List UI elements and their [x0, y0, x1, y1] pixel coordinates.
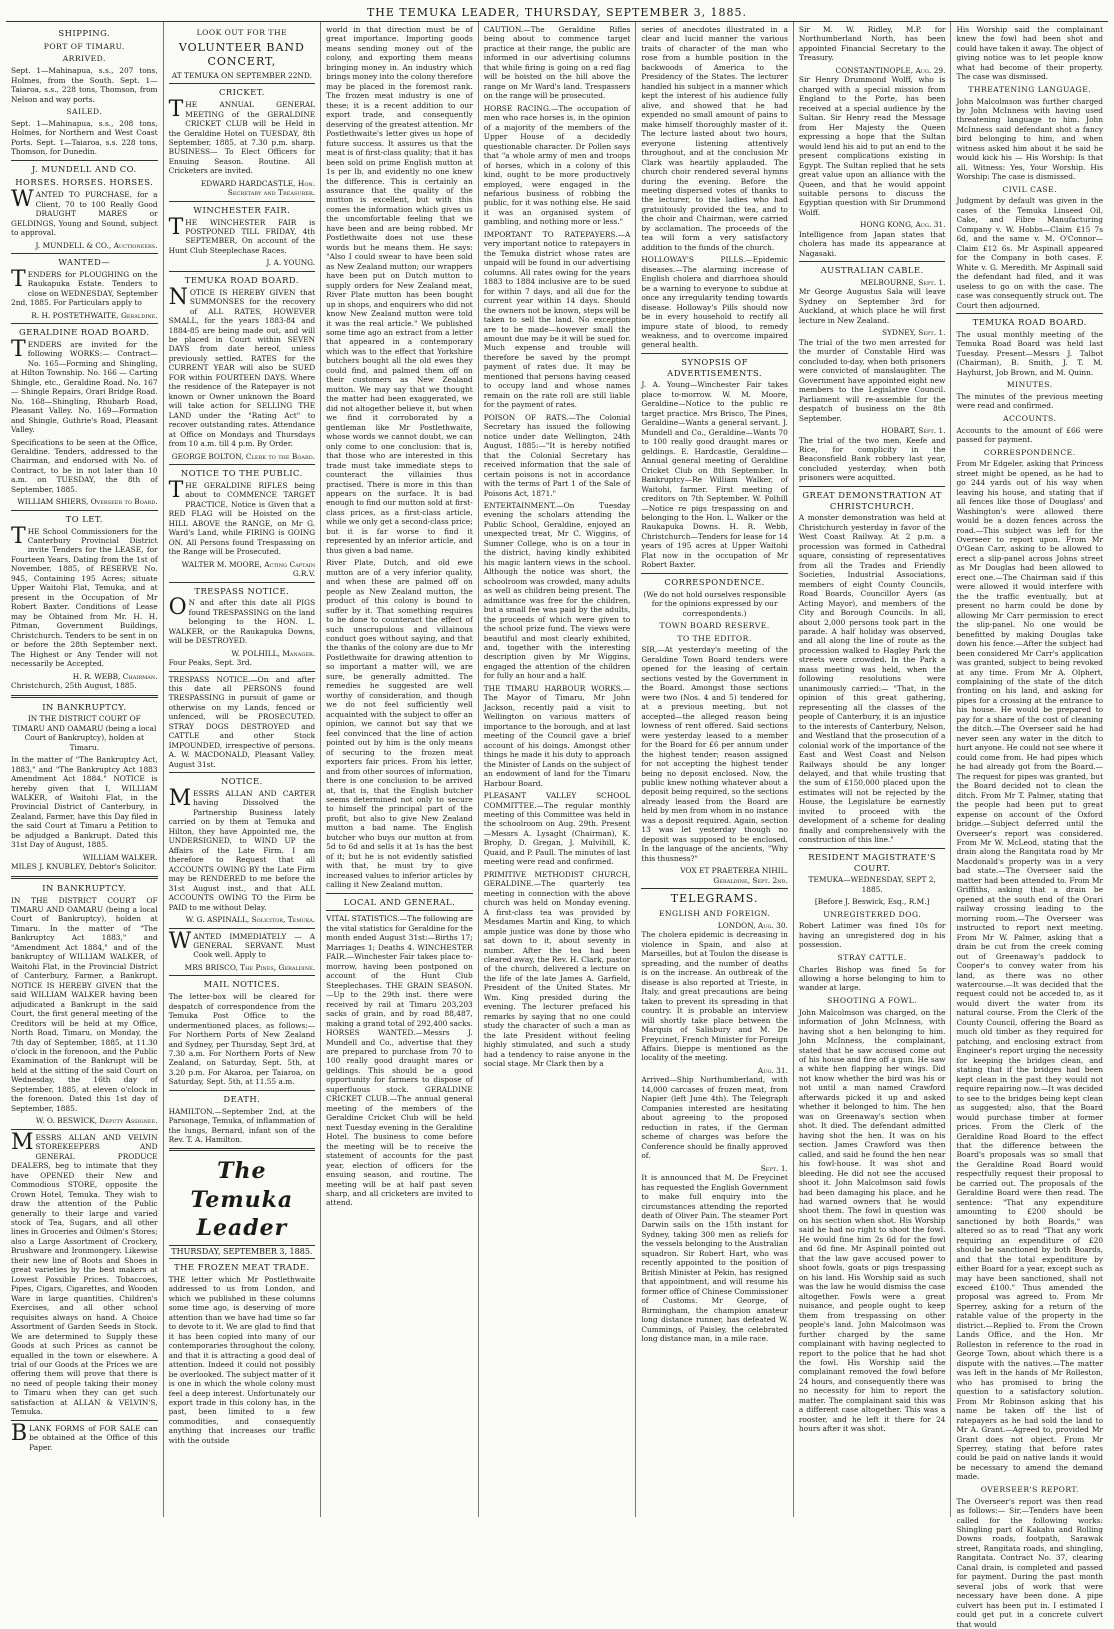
bankruptcy-2-heading: IN BANKRUPTCY.: [42, 882, 127, 893]
tenders-signature: R. H. POSTETHWAITE, Geraldine.: [31, 310, 158, 320]
synopsis-heading: SYNOPSIS OF ADVERTISEMENTS.: [667, 356, 763, 378]
sailed-text: Sept. 1—Mahinapua, s.s., 208 tons, Holmes, for Northern and West Coast Ports. Sept. 1—Taiaroa, s.s. 228 tons, Thomson, for Dunedin.: [11, 118, 158, 157]
wanted-ad: WANTED IMMEDIATELY — A GENERAL SERVANT. Must Cook well. Apply to: [168, 928, 316, 960]
trespass-signature: W. POLHILL, Manager.: [231, 648, 316, 658]
editorial-text-1: world in that direction must be of great importance. Importing goods means sending money out of the colony, and exporting them means bringing money in. An industry which brings money into the colony therefore may be placed in the foremost rank. The frozen meat industry is one of these; it is a recent addition to our export trade, and consequently deserving of the greatest attention. Mr Postlethwaite's letter gives us hope of future success. It assures us that the meat is of first-class quality; that it has been sold on prime English mutton at 1s per lb, and evidently no one knew the difference. This is certainly an assurance that the quality of the mutton is excellent, but with this comes the information which gives us the uncomfortable feeling that we have been and are being robbed. Mr Postlethwaite does not use these words but he means them. He says: "Also I could swear to have been sold as New Zealand mutton; our wrappers have been put on Dutch mutton to supply orders for New Zealand meat, River Plate mutton has been bought up in shops, and enquirers who did not know New Zealand mutton were told it was the real article." We published some time ago an extract from a letter that appeared in a contemporary which was to the effect that Yorkshire butchers bought all the old ewes they could find, and palmed them off on their customers as New Zealand mutton. We may say that we thought the matter had been exaggerated, we did not altogether believe it, but when we find it corroborated by a gentleman like Mr Postlethwaite, whose words we cannot doubt, we can only come to one conclusion: that is, that those who are interested in this trade must take immediate steps to counteract the villainies thus practised. There is more in this than appears on the surface. It is bad enough to find our mutton sold at first-class prices, as a first-class article, while we only get a second-class price; but it is far worse to find it represented by an inferior article, and thus given a bad name.: [326, 25, 473, 555]
trespass-2-ad: TRESPASS NOTICE.—On and after this date all PERSONS found TRESPASSING in pursuit of game or otherwise on my Lands, fenced or unfenced, will be PROSECUTED. STRAY DOGS DESTROYED and CATTLE and other Stock IMPOUNDED, irrespective of persons. A. W. MACDONALD, Pleasant Valley. August 31st.: [168, 674, 316, 769]
trb-meeting-text: The usual monthly meeting of the Temuka Road Board was held last Tuesday. Present—Messrs J. Talbot (Chairman), B. Smith, J. T. M. Hayhurst, Job Brown, and M. Quinn.: [956, 329, 1104, 377]
tolet-ad: THE School Commissioners for the Canterbury Provincial District invite Tenders for the LEASE, for Fourteen Years, Dating from the 1st of November, 1885, of RESERVE No. 945, Containing 195 Acres; situate Upper Waitohi Flat, Temuka, and at present in the Occupation of Mr Robert Baxter. Conditions of Lease may be Obtained from Mr. H. H. Pitman, Government Buildings, Christchurch. Tenders to be sent in on or before the 28th September next. The Highest or Any Tender will not necessarily be Accepted.: [11, 523, 158, 669]
correspondence-text: From Mr Edgeler, asking that Princess street might be opened, as he had to go 244 yards out of his way when leaving his house, and stating that if all fences like those of Douglass' and Washington's were allowed there would be a dozen fences across the road.—This subject was left for the Overseer to report upon. From Mr O'Gean Carr, asking to be allowed to erect a slip-panel across Johns street as Mr Douglas had been allowed to erect one.—The Chairman said if this were allowed it would interfere with the the traffic eventually, but at present no harm could be done by allowing Mr Carr permission to erect the slip-panel. No one would be benefitted by making Douglas take down his fence.—After the subject had been considered Mr Carr's application was granted, subject to being revoked at any time. From Mr A. Olphert, complaining of the state of the ditch fronting on his land, and asking for pipes for a crossing at the entrance to his house. He would be prepared to pay for a share of the cost of cleaning the ditch.—The Overseer said he had never seen any water in the ditch to hurt anyone. He could not see where it could come from. He had pipes which he had already got from the Board.—The request for pipes was granted, but the Board decided not to clean the ditch. From Mr T. Palmer, stating that the people had been put to great expense on account of the Oxford bridge.—Subject deferred until the Overseer's report was considered. From Mr W. McLeod, stating that the drain along the Rangitata road by Mr Macdonald's property was in a very bad state.—The Overseer said the matter had been attended to. From Mr Griffiths, asking that a drain be opened at the south end of the Orari railway crossing leading to the morning room.—The Overseer was instructed to report next meeting. From Mr W. Palmer, asking that a drain be cut from the creek coming out of Greenaway's paddock to Cooper's to convey water from his land, as there was no other watercourse.—It was decided that the request could not be acceded to, as it would divert the water from its natural course. From the Clerk of the County Council, offering the Board as much old timber as they required for patching, and enclosing extract from Engineer's report urging the necessity for keeping the bridges clean, and stating that if the bridges had been kept clean in the past they would not require repairing now.—It was decided to see to the bridges being kept clean as suggested; also, that the Board would purchase timber at former prices. From the Clerk of the Geraldine Road Board to the effect that the difference between the Board's proposals was so small that the Geraldine Road Board would respectfully request their proposal to be carried out. The proposals of the Geraldine Board were then read. The sentence: "That any expenditure amounting to £200 should be sanctioned by both Boards," was altered so as to read "That any work requiring an expenditure of £20 should be sanctioned by both Boards, and that the total expenditure by either Board for a year, except such as may have been sanctioned, shall not exceed £100." Thus amended the proposal was agreed to. From Mr Sperrey, asking for a return of the ratable value of the property in the district.—Replied to. From the Crown Lands Office, and the Hon. Mr Rolleston in reference to the road in George Town, about which there is a dispute with the natives.—The matter was left in the hands of Mr Rolleston, who has promised to bring the question to a satisfactory solution. From Mr Robinson asking that his name be taken off the list of ratepayers as he had sold the land to Mr A. Grant.—Agreed to, provided Mr Grant does not object. From Mr Sperrey, stating that before rates could be paid on native lands it would be necessary to amend the demand made.: [956, 459, 1104, 1482]
arrived-text: Sept. 1—Mahinapua, s.s., 207 tons, Holmes, from the South. Sept. 1—Taiaroa, s.s., 228 tons, Thomson, from Nelson and way ports.: [11, 66, 158, 104]
sydney-text: The trial of the two men arrested for the murder of Constable Hird was concluded to-day, when both prisoners were convicted of manslaughter. The Government have appointed eight new members to the Legislative Council. Parliament will re-assemble for the despatch of business on the 8th September.: [798, 337, 946, 423]
rm-court-heading: RESIDENT MAGISTRATE'S COURT.: [808, 851, 937, 873]
rm-court-before: [Before J. Beswick, Esq., R.M.]: [814, 897, 930, 907]
melbourne-text: Mr George Augustus Sala will leave Sydney on September 3rd for Auckland, at which place he will first lecture in New Zealand.: [798, 287, 946, 325]
lookout-heading: LOOK OUT FOR THE: [196, 28, 288, 37]
column-2: [164, 22, 322, 1517]
trb-meeting-heading: TEMUKA ROAD BOARD.: [972, 317, 1087, 328]
reserve-to: TO THE EDITOR.: [677, 633, 752, 643]
dateline-aug31: Aug. 31.: [757, 1065, 788, 1075]
correspondence-note: (We do not hold ourselves responsible for the opinions expressed by our correspondents.): [643, 589, 786, 618]
hongkong-text: Intelligence from Japan states that cholera has made its appearance at Nagasaki.: [798, 229, 946, 258]
constantinople-text: Sir Henry Drummond Wolff, who is charged with a special mission from England to the Porte, has been received at a special audience by the Sultan. Sir Henry read the Message from Her Majesty the Queen expressing a hope that the Sultan would lend his aid to put an end to the present complications existing in Egypt. The Sultan replied that he sets great value upon an alliance with the Queen, and that he would appoint suitable persons to discuss the Egyptian question with Sir Drummond Wolff.: [798, 75, 946, 217]
column-4: [479, 22, 637, 1517]
winchester-fair-heading: WINCHESTER FAIR.: [193, 204, 291, 215]
dateline-sydney: SYDNEY, Sept. 1.: [881, 328, 946, 338]
arrived-heading: ARRIVED.: [62, 54, 106, 64]
cricket-ad: THE ANNUAL GENERAL MEETING of the GERALDINE CRICKET CLUB will be Held in the Geraldine Hotel on TUESDAY, 8th September, 1885, at 7.30 p.m. sharp. BUSINESS— To Elect Officers for Ensuing Season. Routine. All Cricketers are invited.: [168, 97, 316, 176]
grb-signature: WILLIAM SHIERS, Overseer to Board.: [17, 497, 158, 507]
mail-heading: MAIL NOTICES.: [203, 979, 281, 990]
rm-sub-fowl: SHOOTING A FOWL.: [827, 995, 918, 1005]
rm-sub-cattle: STRAY CATTLE.: [837, 952, 907, 962]
news-poisons: POISON OF RATS.—The Colonial Secretary has issued the following notice under date Wellington, 24th August, 1885:—"It is hereby notified that the Colonial Secretary has received information that the sale of certain poisons is not in accordance with the terms of Part 1 of the Sale of Poisons Act, 1871.": [483, 412, 631, 498]
mundell-heading: J. MUNDELL AND CO.: [31, 163, 137, 174]
bankruptcy-2-signature: W. O. BESWICK, Deputy Assignee.: [35, 1116, 158, 1126]
australian-cable-heading: AUSTRALIAN CABLE.: [820, 265, 924, 276]
column-6: [794, 22, 952, 1517]
news-harbour-works: THE TIMARU HARBOUR WORKS.—The Mayor of Timaru, Mr John Jackson, recently paid a visit to Wellington on various matters of importance to the borough, and at last meeting of the Council gave a brief account of his doings. Amongst other things he made it his duty to approach the Minister of Lands on the subject of an endowment of land for the Timaru Harbour Board.: [483, 683, 631, 788]
tolet-signature: H. R. WEBB, Chairman.: [72, 671, 158, 681]
rm-sub-dog: UNREGISTERED DOG.: [823, 909, 922, 919]
tenders-heading: WANTED—: [58, 256, 111, 267]
death-heading: DEATH.: [223, 1093, 261, 1104]
civil-case-text: Judgment by default was given in the cases of the Temuka Linseed Oil, Cake, and Fibre Manufacturing Company v. W. Hobbs—Claim £15 7s 6d, and the same v. M. O'Connor—Claim £12 6s. Mr Aspinall appeared for the Company in both cases. F. White v. G. Meredith. Mr Aspinall said the defendant had filed, and it was useless to go on with the case. The case was consequently struck out. The Court then adjourned.: [956, 196, 1104, 310]
notice-public-signature: WALTER M. MOORE, Acting Captain G.R.V.: [181, 559, 316, 579]
temuka-road-board-ad: NOTICE IS HEREBY GIVEN that SUMMONSES for the recovery of ALL RATES, HOWEVER SMALL, for the years 1883-84 and 1884-85 are being made out, and will be placed in Court within SEVEN DAYS from date hereof, unless previously settled. RATES for the CURRENT YEAR will also be SUED FOR within FOURTEEN DAYS. Where the residence of the Ratepayer is not known or Owner unknown the Board will take action for SELLING THE LAND under the "Rating Act" to recover outstanding rates. Attendance at Office on Mondays and Thursdays from 10 a.m. till 4 p.m. By Order.: [168, 284, 316, 449]
horses-signature: J. MUNDELL & CO., Auctioneers.: [35, 240, 158, 250]
cricket-signature: EDWARD HARDCASTLE, Hon. Secretary and Treasurer.: [200, 178, 316, 198]
overseer-report-text: The Overseer's report was then read as follows:— Sir,—Tenders have been called for the following works: Shingling part of Kakahu and Rolling Downs roads, footpath, Sarawak street, Rangitata roads, and shingling, Rangitata. Contract No. 37, clearing Canal drain, is completed and passed for payment. During the past month several jobs of work that were necessary have been done. A pipe culvert has been put in. I estimated I could get put in a concrete culvert that would: [956, 1496, 1104, 1629]
trespass-heading: TRESPASS NOTICE.: [194, 585, 290, 596]
notice-2-signature: W. G. ASPINALL, Solicitor, Temuka.: [185, 915, 316, 925]
column-3: [321, 22, 479, 1517]
news-methodist-church: PRIMITIVE METHODIST CHURCH, GERALDINE.—The quarterly tea meeting in connection with the above church was held on Monday evening. A first-class tea was provided by Mesdames Martin and King, to which ample justice was done by those who sat down to it, about seventy in number. After the tea had been cleared away, the Rev. H. Clark, pastor of the church, delivered a lecture on the life of the late James A. Garfield, President of the United States. Mr Wm. King presided during the evening. The lecturer prefaced his remarks by saying that no one could study the character of such a man as the late President without feeling highly stimulated, and such a study had a tendency to raise anyone in the social stage. Mr Clark then by a: [483, 869, 631, 1069]
notice-2-heading: NOTICE.: [220, 776, 263, 787]
civil-case-sub: CIVIL CASE.: [1002, 184, 1058, 194]
overseer-report-sub: OVERSEER'S REPORT.: [980, 1484, 1079, 1494]
bankruptcy-2-text: IN THE DISTRICT COURT OF TIMARU AND OAMARU (being a local Court of Bankruptcy), holden at Timaru. In the matter of "The Bankruptcy Act 1883," and "Amendment Act 1884," and of the bankruptcy of WILLIAM WALKER, of Waitohi Flat, in the Provincial District of Canterbury, Farmer, a Bankrupt. NOTICE IS HEREBY GIVEN that the said WILLIAM WALKER having been adjudicated a Bankrupt in the said Court, the first general meeting of the Creditors will be held at my Office, North Road, Timaru, on Monday, the 7th day of September, 1885, at 11.30 o'clock in the forenoon, and the Public Examination of the Bankrupt will be held at the sitting of the said Court on Wednesday, the 16th day of September, 1885, at eleven o'clock in the forenoon. Dated this 1st day of September, 1885.: [11, 895, 158, 1113]
wanted-signature: MRS BRISCO, The Pines, Geraldine.: [184, 962, 316, 972]
ridley-text: Sir M. W. Ridley, M.P. for Northumberland North, has been appointed Financial Secretary to the Treasury.: [798, 25, 946, 63]
reserve-heading: TOWN BOARD RESERVE.: [659, 620, 770, 630]
accounts-sub: ACCOUNTS.: [1003, 413, 1057, 423]
columns: [6, 22, 1108, 1629]
news-horse-racing: HORSE RACING.—The occupation of men who race horses is, in the opinion of a majority of the members of the Upper House of a decidedly questionable character. Dr Pollen says that "a whole army of men and troops of horses, which in a colony of this kind, ought to be more productively employed, were engaged in the nefarious business of robbing the public, for it was nothing else. He said it was an organised system of gambling, and nothing more or less.": [483, 103, 631, 227]
bankruptcy-1-sub: IN THE DISTRICT COURT OF TIMARU AND OAMARU (being a local Court of Bankruptcy), holden at Timaru.: [12, 714, 157, 752]
threatening-language-sub: THREATENING LANGUAGE.: [968, 84, 1092, 94]
mail-text: The letter-box will be cleared for despatch of correspondence from the Temuka Post Office to the undermentioned places, as follows:— For Northern Ports of New Zealand and Sydney, per Thursday, Sept 3rd, at 7.30 a.m. For Northern Ports of New Zealand, on Saturday, Sept. 5th, at 3.20 p.m. For Akaroa, per Taiaroa, on Saturday, Sept. 5th, at 11.55 a.m.: [168, 992, 316, 1087]
accounts-text: Accounts to the amount of £66 were passed for payment.: [956, 425, 1104, 445]
lecture-text: series of anecdotes illustrated in a clear and lucid manner the various traits of character of the man who rose from a humble position in the backwoods of America to the Presidency of the States. The lecturer handled his subject in a manner which kept the interest of his audience fully alive, and showed that he had expended no small amount of pains to make himself thoroughly master of it. The lecture lasted about two hours, everyone listening attentively throughout, and at the conclusion Mr Clark was heartily applauded. The church choir rendered several hymns during the evening. Before the meeting dispersed votes of thanks to the lecturer, to the ladies who had gratuitously provided the tea, and to the choir and Chairman, were carried by acclamation. The proceeds of the tea will form a very satisfactory addition to the funds of the church.: [641, 25, 788, 252]
correspondence-sub: CORRESPONDENCE.: [983, 447, 1076, 457]
lookout-text: AT TEMUKA ON SEPTEMBER 22ND.: [171, 70, 312, 80]
notice-2-ad: MESSRS ALLAN AND CARTER having Dissolved the Partnership Business lately carried on by them at Temuka and Hilton, they have Appointed me, the UNDERSIGNED, to WIND UP the Affairs of the Late Firm. I am therefore to Request that all ACCOUNTS OWING BY the Late Firm may be RENDERED to me before the 31st August inst., and that ALL ACCOUNTS OWING TO the Firm be PAID to me without Delay.: [168, 785, 316, 912]
blank-forms-ad: BLANK FORMS of FOR SALE can be obtained at the Office of this Paper.: [11, 1420, 158, 1452]
death-text: HAMILTON.—September 2nd, at the Parsonage, Temuka, of inflammation of the lungs, Bernard, infant son of the Rev. T. A. Hamilton.: [168, 1106, 316, 1144]
sept1-text: It is announced that M. De Freycinet has requested the English Government to make full enquiry into the circumstances attending the reported death of Oliver Pain. The steamer Port Darwin sails on the 15th instant for Sydney, taking 300 men as reliefs for the vessels belonging to the Australian squadron. Sir Robert Hart, who was recently appointed to the position of British Minister at Pekin, has resigned that appointment, and will resume his former office of Chinese Commissioner of Customs. Mr George, of Birmingham, the champion amateur long distance runner, has defeated W. Cummings, of Paisley, the celebrated long distance man, in a mile race.: [641, 1173, 788, 1344]
trespass-ad: ON and after this date all PIGS found TRESPASSING on the land belonging to the HON. L. WALKER, or the Raukapuka Downs, will be DESTROYED.: [168, 595, 316, 646]
trespass-date: Four Peaks, Sept. 3rd.: [168, 658, 252, 668]
aug31-text: Arrived—Ship Northumberland, with 14,000 carcases of frozen meat, from Napier (left June 4th). The Telegraph Companies interested are hesitating about agreeing to the proposed reduction in rates, if the German scheme of charges was before the Conference should be finally approved of.: [641, 1075, 788, 1161]
frozen-meat-text: THE letter which Mr Postlethwaite addressed to us from London, and which we published in these columns some time ago, is deserving of more attention than we have had time so far to devote to it. We are glad to find that it has been copied into many of our contemporaries throughout the colony, and that it is attracting a good deal of attention. Indeed it could not possibly be overlooked. The subject matter of it is one in which the whole colony must feel a deep interest. Unfortunately our export trade in this colony has, in the past, been limited to a few commodities, and consequently anything that increases our traffic with the outside: [168, 1274, 316, 1445]
news-ratepayers: IMPORTANT TO RATEPAYERS.—A very important notice to ratepayers in the Temuka district whose rates are unpaid will be found in our advertising columns. All rates owing for the years 1883 to 1884 inclusive are to be sued for within 7 days, and all due for the current year within 14 days. Should the owners not be known, steps will be taken to sell the land. No exception are to be made—however small the amount due may be it will be sued for. Much expense and trouble will therefore be saved by the prompt payment of rates due. It may be mentioned that persons having ceased to occupy land and whose names remain on the rate roll are still liable for the payment of rates.: [483, 229, 631, 410]
tolet-heading: TO LET.: [65, 513, 103, 524]
column-1: [6, 22, 164, 1517]
horses-ad: WANTED TO PURCHASE, for a Client, 70 to 100 Really Good DRAUGHT MARES or GELDINGS, Young and Sound, subject to approval.: [11, 187, 158, 238]
tenders-ad: TENDERS for PLOUGHING on the Raukapuka Estate. Tenders to close on WEDNESDAY, September 2nd, 1885. For Particulars apply to: [11, 266, 158, 308]
column-5: [636, 22, 794, 1517]
fowl-continued-text: His Worship said the complainant knew the fowl had been shot and could have taken it away. The object of giving notice was to let people know what had become of their property. The case was dismissed.: [956, 25, 1104, 82]
editorial-text-2: River Plate, Dutch, and old ewe mutton are of a very inferior quality, and when these are palmed off on people as New Zealand mutton, the product of this colony is bound to suffer by it. That something requires to be done to counteract the effect of such unscrupulous and villainous conduct goes without saying, and that the thanks of the colony are due to Mr Postlethwaite for drawing attention to so important a matter will, we are sure, be generally admitted. The remedies he suggested are well worthy of consideration, and though we do not feel sufficiently well acquainted with the subject to offer an opinion, we cannot but say that we feel convinced that the line of action pointed out by him is the only means of securing to the frozen meat exporters fair prices. From his letter, and from other sources of information, there is one conclusion to be arrived at, that is, that the English butcher seems determined not only to secure to himself the principal part of the profit, but also to give New Zealand mutton a bad name. The English butcher who buys our mutton at from 5d to 6d and sells it at 1s has the best of it; but he is not evidently satisfied with that, he must try to give increased values to inferior articles by calling it New Zealand mutton.: [326, 558, 473, 890]
rm-text-dog: Robert Latimer was fined 10s for having an unregistered dog in his possession.: [798, 921, 946, 950]
reserve-text: SIR,—At yesterday's meeting of the Geraldine Town Board tenders were opened for the leasing of certain sections vested by the Government in the Board. Amongst those sections were two (Nos. 4 and 5) tendered for at a previous meeting, but not accepted—the alleged reason being lowness of rent offered. Said sections were yesterday leased to a member for the Board for £6 per annum under the highest tender; reason assigned for not accepting the highest tender being no deposit enclosed. Now, the public knew nothing whatever about a deposit being required, so the sections already leased from the Board are held by men from whom in no instance was a deposit required. Again, section 13 was let yesterday though no deposit was supposed to be enclosed. In the language of the ancients, "Why this thusness?": [641, 645, 788, 863]
bankruptcy-1-heading: IN BANKRUPTCY.: [42, 701, 127, 712]
demonstration-heading: GREAT DEMONSTRATION AT CHRISTCHURCH.: [802, 489, 943, 511]
port-heading: PORT OF TIMARU.: [43, 41, 125, 51]
news-entertainment: ENTERTAINMENT.—On Tuesday evening the scholars attending the Public School, Geraldine, enjoyed an unexpected treat, Mr C. Wiggins, of Sumner College, who is on a tour in the district, having kindly exhibited his magic lantern views in the school. Although the notice was short, the schoolroom was crowded, many adults as well as children being present. The admittance was free for the children, but a small fee was paid by the adults, the proceeds of which were given to the school prize fund. The views were beautiful and most clearly exhibited, and, together with the interesting description given by Mr Wiggins, engaged the attention of the children for fully an hour and a half.: [483, 500, 631, 681]
grb-ad: TENDERS are invited for the following WORKS:— Contract— No. 165—Forming and Shingling, at Hilton Township. No. 166 — Carting Shingle, etc., Geraldine Road. No. 167 — Shingle Repairs, Orari Bridge Road. No. 168—Shingling, Rhubarb Road, Pleasant Valley. No. 169—Formation and Shingle, Guthrie's Road, Pleasant Valley.: [11, 336, 158, 435]
cricket-heading: CRICKET.: [218, 87, 265, 98]
telegrams-heading: TELEGRAMS.: [670, 892, 759, 906]
hobart-text: The trial of the two men, Keefe and Rice, for complicity in the Beaconsfield Bank robbery last year, concluded yesterday, when both prisoners were acquitted.: [798, 435, 946, 483]
grb-heading: GERALDINE ROAD BOARD.: [19, 327, 150, 338]
notice-public-heading: NOTICE TO THE PUBLIC.: [180, 468, 303, 479]
english-foreign-heading: ENGLISH AND FOREIGN.: [658, 909, 771, 919]
synopsis-text: J. A. Young—Winchester Fair takes place to-morrow. W. M. Moore, Geraldine—Notice to the public re target practice. Mrs Brisco, The Pines, Geraldine—Wants a general servant. J. Mundell and Co., Geraldine—Wants 70 to 100 really good draught mares or geldings. E. Hardcastle, Geraldine—Annual general meeting of Geraldine Cricket Club on 8th September. In Bankruptcy—Re William Walker, of Waitohi, farmer. First meeting of creditors on 7th September. W. Polhill—Notice re pigs trespassing on and belonging to the Hon. L. Walker or the Raukapuka Downs. H. R. Webb, Christchurch—Tenders for lease for 14 years of 195 acres at Upper Waitohi Flat now in the occupation of Mr Robert Baxter.: [641, 380, 788, 570]
winchester-fair-signature: J. A. YOUNG.: [266, 258, 316, 268]
dateline-london: LONDON, Aug. 30.: [717, 920, 788, 930]
dateline-melbourne: MELBOURNE, Sept. 1.: [860, 278, 946, 287]
local-general-text: VITAL STATISTICS.—The following are the vital statistics for Geraldine for the month ended August 31st:—Births 17; Marriages 1; Deaths 4. WINCHESTER FAIR.—Winchester Fair takes place to-morrow, having been postponed on account of the Hunt Club Steeplechases. THE GRAIN SEASON.—Up to the 29th inst. there were received by rail at Timaru 203,203 sacks of grain, and by road 88,487, making a grand total of 292,400 sacks. HORSES WANTED.—Messrs J. Mundell and Co., advertise that they are prepared to purchase from 70 to 100 really good draught mares or geldings. This should be a good opportunity for farmers to dispose of superfluous stock. GERALDINE CRICKET CLUB.—The annual general meeting of the members of the Geraldine Cricket Club will be held next Tuesday evening in the Geraldine Hotel. The business to come before the meeting will be to receive the statement of accounts for the past year, election of officers for the ensuing season, and routine. The meeting will be at half past seven sharp, and all cricketers are invited to attend.: [326, 914, 473, 1208]
temuka-road-board-signature: GEORGE BOLTON, Clerk to the Board.: [171, 451, 316, 461]
dateline-hongkong: HONG KONG, Aug. 31.: [860, 220, 946, 230]
minutes-sub: MINUTES.: [1006, 380, 1053, 390]
column-7: [951, 22, 1108, 1629]
shipping-heading: SHIPPING.: [58, 28, 111, 38]
local-general-heading: LOCAL AND GENERAL.: [343, 896, 456, 907]
notice-public-ad: THE GERALDINE RIFLES being about to COMMENCE TARGET PRACTICE, Notice is Given that a RED FLAG will be Hoisted on the HILL ABOVE the RANGE, on Mr G. Ward's Land, while FIRING is GOING ON. All Persons found Trespassing on the Range will be Prosecuted.: [168, 477, 316, 557]
minutes-text: The minutes of the previous meeting were read and confirmed.: [956, 391, 1104, 411]
paper-title: The Temuka Leader: [190, 1158, 294, 1241]
dateline-hobart: HOBART, Sept. 1.: [881, 426, 946, 436]
masthead: THE TEMUKA LEADER, THURSDAY, SEPTEMBER 3, 1885.: [6, 4, 1108, 22]
reserve-signature: VOX ET PRAETEREA NIHIL. Geraldine, Sept. 2nd.: [680, 866, 788, 885]
temuka-road-board-heading: TEMUKA ROAD BOARD.: [184, 274, 299, 285]
bankruptcy-1-text: In the matter of "The Bankruptcy Act, 1883," and "The Bankruptcy Act 1883 Amendment Act 1884." NOTICE is hereby given that I, WILLIAM WALKER, of Waitohi Flat, in the Provincial District of Canterbury, in Zealand, Farmer, have this Day filed in the said Court at Timaru a Petition to be adjudged a Bankrupt. Dated this 31st Day of August, 1885.: [11, 755, 158, 850]
dateline-constantinople: CONSTANTINOPLE, Aug. 29.: [835, 65, 946, 75]
frozen-meat-heading: THE FROZEN MEAT TRADE.: [174, 1262, 310, 1273]
rm-text-cattle: Charles Bishop was fined 5s for allowing a horse belonging to him to wander at large.: [798, 964, 946, 993]
news-caution: CAUTION.—The Geraldine Rifles being about to commence target practice at their range, the public are informed in our advertising columns that while firing is going on a red flag will be hoisted on the hill above the range on Mr Ward's land. Trespassers on the range will be prosecuted.: [483, 25, 631, 101]
news-school-committee: PLEASANT VALLEY SCHOOL COMMITTEE.—The regular monthly meeting of this Committee was held in the schoolroom on Aug. 29th. Present—Messrs A. Lysaght (Chairman), K. Brophy, D. Gregan, J. Mulvihill, K. Quaid, and P. Paull. The minutes of last meeting were read and confirmed.: [483, 791, 631, 867]
allan-velvin-ad: MESSRS ALLAN AND VELVIN STOREKEEPERS AND GENERAL PRODUCE DEALERS, beg to intimate that they have OPENED their New and Commodious STORE, opposite the Crown Hotel, Temuka. They wish to draw the attention of the Public generally to their large and varied stock of Tea, Sugars, and all other lines in Groceries and Oilmen's Stores; also a Large Assortment of Crockery, Brushware and Ironmongery. Likewise their new line of Boots and Shoes in great varieties by the best makers at Lowest Possible Prices. Tobaccoes, Pipes, Cigars, Cigarettes, and Wooden Ware in large quantities. Children's Exercises, and all other school requisites always on hand. A Choice Assortment of Garden Seeds in Stock. We are determined to Supply these Goods at such Prices as cannot be equalled in the town or elsewhere. A trial of our Goods at the Prices we are offering them will prove that there is no need of people taking their money to Timaru when they can get such satisfaction at ALLAN & VELVIN'S, Temuka.: [11, 1129, 158, 1417]
rm-text-fowl: John Malcolmson was charged, on the information of John McInness, with having shot a hen belonging to him. John McInness, the complainant, stated that he saw accused come out of his house and fire off a gun. He saw a white hen flapping her wings. Did not know whether the bird was his or not until a man named Crawford afterwards picked it up and asked whether it belonged to him. The hen was on Greenaway's section when shot. It died. The defendant admitted having shot the hen. It was on his section. James Crawford was then called, and said he found the hen near his fowl-house. It was shot and bleeding. He did not see the accused shoot it. John Malcolmson said fowls had been damaging his place, and he had warned owners that he would shoot them. The fowl in question was on his section when shot. His Worship said he had no right to shoot the fowl. He would fine him 2s 6d for the fowl and 6d fine. Mr Aspinall pointed out that the law gave accused power to shoot fowls, goats or pigs trespassing on his land. His Worship said as such was the law he would dismiss the case altogether. Fowls were a great nuisance, and people ought to keep them from trespassing on other people's land. John Malcolmson was further charged by the same complainant with having neglected to report to the police that he had shot the fowl. His Worship said the complainant removed the fowl before 24 hours, and consequently there was no necessity for him to report the matter. The complainant said this was a different case altogether. This was a rooster, and he left it there for 24 hours after it was shot.: [798, 1007, 946, 1434]
threatening-language-text: John Malcolmson was further charged by John McInness with having used threatening language to him. John McInness said defendant shot a fancy bird belonging to him, and when witness asked him about it he said he would kick his — His Worship: Is that all. Witness: Yes, Your Worship. His Worship: The case is dismissed.: [956, 96, 1104, 182]
tolet-date: Christchurch, 25th August, 1885.: [11, 681, 137, 691]
winchester-fair-ad: THE WINCHESTER FAIR is POSTPONED TILL FRIDAY, 4th SEPTEMBER, On account of the Hunt Club Steeplechase Races.: [168, 214, 316, 255]
horses-heading: HORSES. HORSES. HORSES.: [15, 177, 154, 188]
london-text: The cholera epidemic is decreasing in violence in Spain, and also at Marseilles, but at Toulon the disease is spreading, and the number of deaths is on the increase. An outbreak of the disease is also reported at Trieste, in Italy, and great precautions are being taken to prevent its spreading in that country. It is probable an interview will shortly take place between the Marquis of Salisbury and M. De Freycinet, French Minister for Foreign Affairs. Dieppe is mentioned as the locality of the meeting.: [641, 930, 788, 1063]
bankruptcy-1-signature: WILLIAM WALKER.: [82, 852, 158, 862]
sailed-heading: SAILED.: [66, 107, 103, 117]
dateline-sept1: Sept. 1.: [760, 1163, 788, 1173]
paper-date: THURSDAY, SEPTEMBER 3, 1885.: [169, 1245, 316, 1259]
correspondence-heading: CORRESPONDENCE.: [664, 576, 765, 587]
lookout-title: VOLUNTEER BAND CONCERT,: [178, 40, 305, 68]
bankruptcy-1-solicitor: MILES J. KNUBLEY, Debtor's Solicitor.: [11, 862, 157, 872]
demonstration-text: A monster demonstration was held at Christchurch yesterday in favor of the West Coast Railway. At 2 p.m. a procession was formed in Cathedral square, consisting of representatives from all the Trades and Friendly Societies, Industrial Associations, members of eight County Councils, Road Boards, Councillor Ayers (as Acting Mayor), and members of the City and Borough Councils. In all, about 2,000 persons took part in the parade. A half holiday was observed, and all along the line of route as the procession walked to Hagley Park the streets were crowded. In the Park a mass meeting was held, when the following resolutions were unanimously carried:— "That, in the opinion of this great gathering, representing all the classes of the people of Canterbury, it is an injustice to the interests of Canterbury, Nelson, and Westland that the prosecution of a colonial work of the importance of the East and West Coast and Nelson Railways should be any longer delayed, and that while trusting that the sum of £150,000 placed upon the estimates will not be rejected by the House, the Legislature be earnestly invited to proceed with the development of a scheme for dealing finally and comprehensively with the construction of this line.": [798, 513, 946, 845]
grb-ad-2: Specifications to be seen at the Office, Geraldine. Tenders, addressed to the Chairman, and endorsed with No. of Contract, to be in not later than 10 a.m. on TUESDAY, the 8th of September, 1885.: [11, 437, 158, 494]
rm-court-date: TEMUKA—WEDNESDAY, SEPT 2, 1885.: [808, 875, 936, 894]
holloway-text: HOLLOWAY'S PILLS.—Epidemic diseases.—The alarming increase of English cholera and diarrhoea should be a warning to everyone to subdue at once any irregularity tending towards disease. Holloway's Pills should now be in every household to rectify all impure state of blood, to remedy weakness, and to overcome impaired general health.: [641, 255, 788, 350]
